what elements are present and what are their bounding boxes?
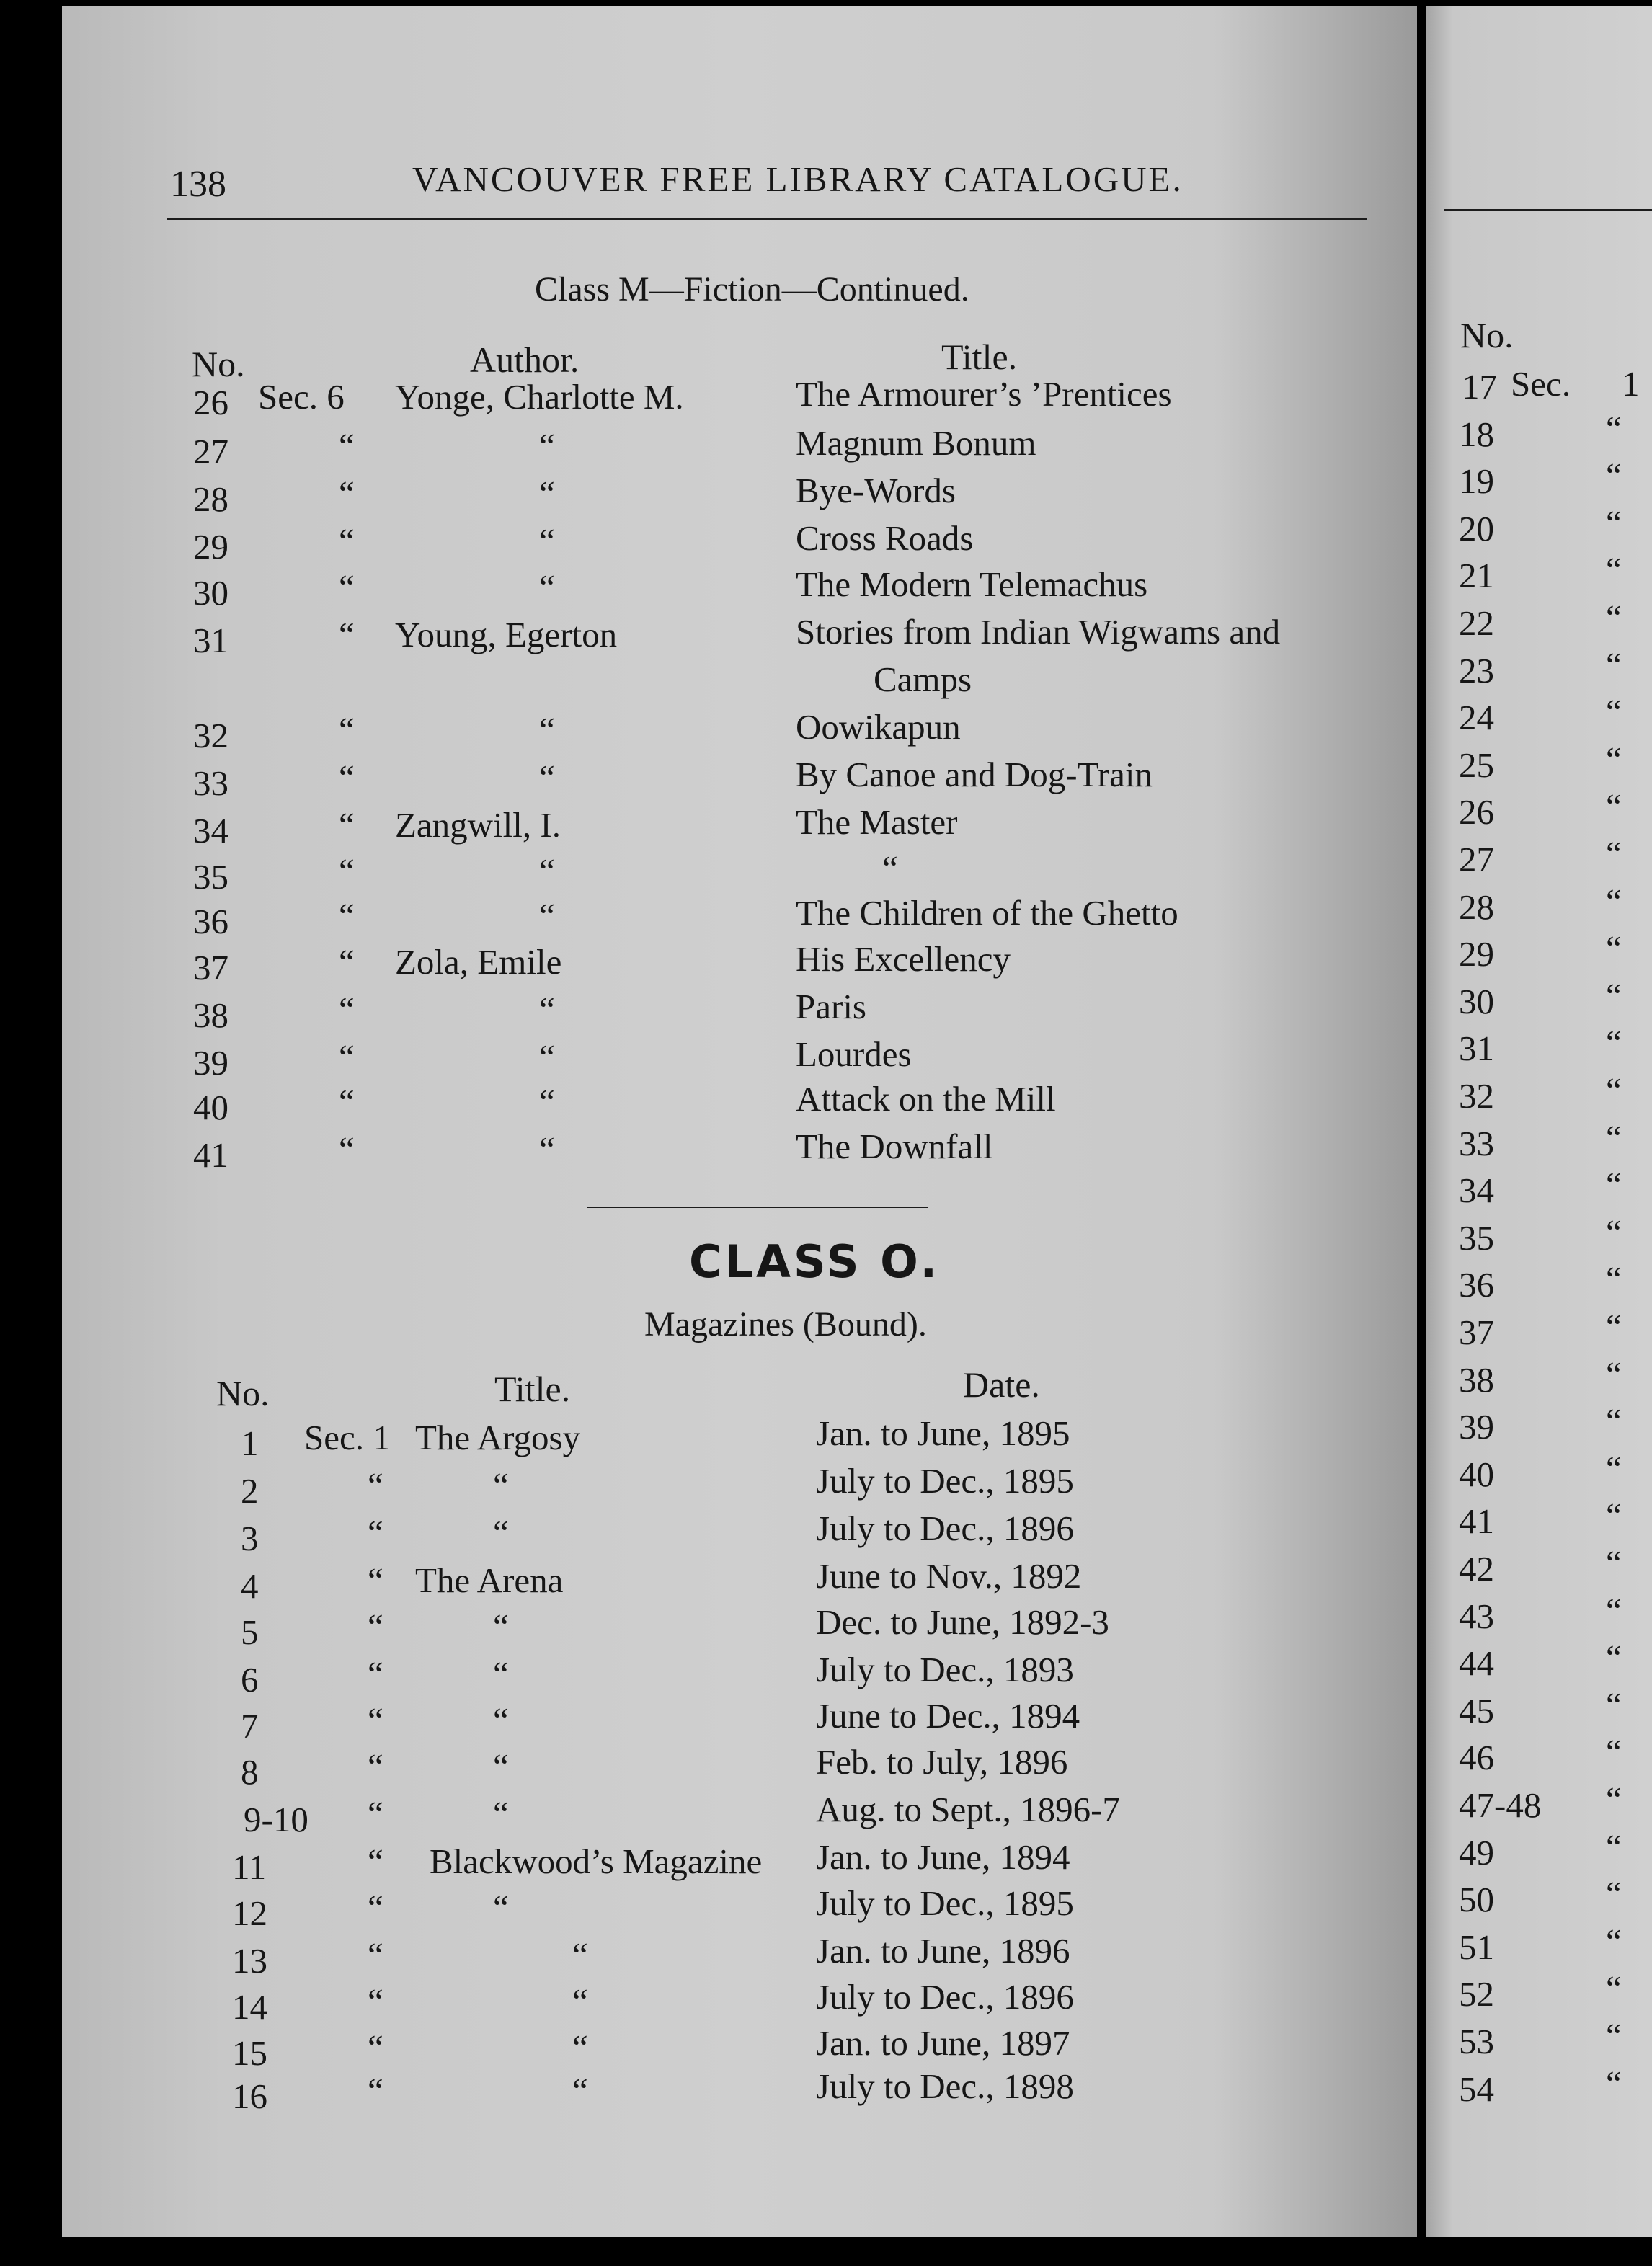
facing-ditto: “: [1606, 1401, 1622, 1441]
section-cell: Sec. 1: [304, 1418, 391, 1457]
facing-ditto: “: [1606, 1685, 1622, 1725]
section-cell: “: [368, 1888, 383, 1927]
facing-row-number: 36: [1459, 1265, 1494, 1305]
fiction-header-no: No.: [192, 344, 245, 384]
facing-row-number: 38: [1459, 1360, 1494, 1400]
author-cell: “: [539, 521, 555, 561]
date-cell: July to Dec., 1898: [816, 2066, 1074, 2106]
row-number: 2: [241, 1471, 259, 1511]
title-cell: “: [572, 1935, 588, 1975]
section-cell: “: [339, 615, 355, 654]
section-cell: “: [368, 1700, 383, 1740]
date-cell: Jan. to June, 1895: [816, 1413, 1070, 1453]
facing-ditto: “: [1606, 692, 1622, 732]
facing-row-number: 22: [1459, 603, 1494, 643]
facing-ditto: “: [1606, 1165, 1622, 1204]
row-number: 41: [193, 1135, 228, 1175]
title-cell: Bye-Words: [796, 471, 956, 510]
title-cell: The Modern Telemachus: [796, 564, 1148, 604]
date-cell: July to Dec., 1893: [816, 1650, 1074, 1689]
author-cell: “: [539, 1082, 555, 1121]
fiction-header-title: Title.: [941, 337, 1018, 377]
facing-row-number: 33: [1459, 1124, 1494, 1163]
section-cell: “: [339, 567, 355, 607]
facing-row-number: 23: [1459, 651, 1494, 690]
row-number: 14: [232, 1987, 267, 2027]
title-cell: “: [572, 2071, 588, 2110]
title-cell: “: [882, 848, 898, 888]
section-cell: “: [368, 1841, 383, 1881]
class-o-header-no: No.: [216, 1373, 270, 1413]
title-cell: The Arena: [415, 1560, 564, 1600]
class-o-subtitle: Magazines (Bound).: [644, 1305, 927, 1343]
author-cell: “: [539, 426, 555, 466]
row-number: 38: [193, 995, 228, 1035]
section-cell: “: [368, 2071, 383, 2110]
row-number: 11: [232, 1847, 267, 1887]
row-number: 29: [193, 527, 228, 566]
facing-ditto: “: [1606, 1968, 1622, 2008]
author-cell: “: [539, 710, 555, 750]
facing-row-number: 20: [1459, 509, 1494, 548]
facing-row-number: 25: [1459, 745, 1494, 785]
section-cell: “: [339, 521, 355, 561]
facing-ditto: “: [1606, 1732, 1622, 1772]
row-number: 1: [241, 1423, 259, 1463]
facing-ditto: “: [1606, 1259, 1622, 1299]
facing-ditto: “: [1606, 409, 1622, 448]
row-number: 5: [241, 1612, 259, 1652]
section-cell: “: [368, 1654, 383, 1694]
author-cell: “: [539, 1037, 555, 1077]
row-number: 36: [193, 902, 228, 941]
title-cell: Oowikapun: [796, 707, 961, 747]
row-number: 6: [241, 1660, 259, 1700]
row-number: 40: [193, 1088, 228, 1127]
facing-ditto: “: [1606, 786, 1622, 826]
facing-ditto: “: [1606, 1874, 1622, 1914]
fiction-subtitle: Class M—Fiction—Continued.: [535, 270, 969, 308]
date-cell: Jan. to June, 1894: [816, 1837, 1070, 1877]
row-number: 16: [232, 2076, 267, 2116]
class-o-header-title: Title.: [494, 1369, 571, 1409]
title-cell: “: [493, 1607, 509, 1646]
author-cell: “: [539, 757, 555, 797]
facing-ditto: “: [1606, 739, 1622, 779]
section-cell: “: [339, 1037, 355, 1077]
author-cell: “: [539, 474, 555, 513]
facing-section-cell: Sec.: [1511, 364, 1571, 404]
date-cell: Aug. to Sept., 1896-7: [816, 1790, 1120, 1829]
date-cell: July to Dec., 1895: [816, 1883, 1074, 1923]
facing-row-number: 45: [1459, 1691, 1494, 1730]
section-cell: “: [339, 757, 355, 797]
facing-row-number: 34: [1459, 1170, 1494, 1210]
facing-row-number: 19: [1459, 461, 1494, 501]
section-cell: “: [339, 1082, 355, 1121]
title-cell: “: [493, 1465, 509, 1505]
facing-ditto: “: [1606, 1591, 1622, 1630]
title-cell: Magnum Bonum: [796, 423, 1036, 463]
facing-ditto: “: [1606, 1118, 1622, 1158]
facing-row-number: 42: [1459, 1549, 1494, 1589]
row-number: 26: [193, 383, 228, 422]
row-number: 27: [193, 432, 228, 471]
facing-ditto: “: [1606, 881, 1622, 921]
facing-row-number: 28: [1459, 887, 1494, 927]
section-cell: “: [339, 805, 355, 845]
title-cell: Paris: [796, 987, 866, 1026]
facing-ditto: “: [1606, 1543, 1622, 1583]
facing-row-number: 21: [1459, 556, 1494, 595]
facing-ditto: “: [1606, 976, 1622, 1016]
author-cell: Yonge, Charlotte M.: [395, 377, 684, 417]
title-cell: Blackwood’s Magazine: [430, 1841, 763, 1881]
row-number: 33: [193, 763, 228, 803]
title-cell: “: [493, 1700, 509, 1740]
facing-ditto: “: [1606, 1496, 1622, 1535]
facing-row-number: 46: [1459, 1738, 1494, 1777]
section-cell: “: [368, 1560, 383, 1600]
title-cell: Stories from Indian Wigwams and: [796, 612, 1281, 652]
section-cell: “: [339, 474, 355, 513]
facing-ditto: “: [1606, 1070, 1622, 1110]
section-cell: “: [339, 851, 355, 891]
date-cell: July to Dec., 1896: [816, 1977, 1074, 2017]
row-number: 31: [193, 621, 228, 660]
facing-ditto: “: [1606, 1449, 1622, 1488]
facing-ditto: “: [1606, 645, 1622, 685]
title-cell: The Master: [796, 802, 958, 842]
section-cell: “: [368, 1465, 383, 1505]
row-number: 30: [193, 573, 228, 613]
section-cell: “: [368, 1981, 383, 2021]
facing-row-number: 32: [1459, 1076, 1494, 1116]
facing-section-number: 1: [1622, 364, 1640, 404]
section-cell: “: [368, 1607, 383, 1646]
title-cell: The Downfall: [796, 1127, 993, 1166]
row-number: 12: [232, 1893, 267, 1933]
title-cell: His Excellency: [796, 939, 1011, 979]
facing-row-number: 47-48: [1459, 1785, 1542, 1825]
title-cell: “: [493, 1654, 509, 1694]
author-cell: Zola, Emile: [395, 942, 562, 982]
author-cell: Young, Egerton: [395, 615, 618, 654]
section-cell: “: [339, 942, 355, 982]
row-number: 7: [241, 1706, 259, 1746]
row-number: 13: [232, 1941, 267, 1981]
facing-ditto: “: [1606, 1212, 1622, 1252]
title-cell: The Armourer’s ’Prentices: [796, 374, 1172, 414]
facing-row-number: 50: [1459, 1880, 1494, 1919]
row-number: 34: [193, 811, 228, 850]
facing-row-number: 37: [1459, 1312, 1494, 1352]
row-number: 8: [241, 1752, 259, 1792]
title-cell: “: [493, 1513, 509, 1552]
author-cell: “: [539, 567, 555, 607]
author-cell: “: [539, 851, 555, 891]
title-cell: “: [572, 2027, 588, 2067]
row-number: 3: [241, 1519, 259, 1558]
date-cell: July to Dec., 1896: [816, 1509, 1074, 1548]
facing-row-number: 53: [1459, 2022, 1494, 2061]
facing-ditto: “: [1606, 2016, 1622, 2056]
title-cell: Cross Roads: [796, 518, 974, 558]
facing-row-number: 30: [1459, 982, 1494, 1021]
facing-ditto: “: [1606, 550, 1622, 590]
author-cell: “: [539, 1129, 555, 1169]
row-number: 4: [241, 1566, 259, 1606]
title-cell: Attack on the Mill: [796, 1079, 1056, 1119]
facing-row-number: 29: [1459, 934, 1494, 974]
facing-row-number: 40: [1459, 1454, 1494, 1494]
facing-ditto: “: [1606, 1023, 1622, 1062]
facing-header-no: No.: [1460, 315, 1514, 355]
section-cell: “: [368, 1794, 383, 1834]
facing-page: [1426, 6, 1652, 2237]
facing-row-number: 17: [1462, 367, 1497, 406]
section-cell: Sec. 6: [258, 377, 345, 417]
section-divider: [587, 1207, 928, 1208]
row-number: 39: [193, 1043, 228, 1083]
row-number: 15: [232, 2033, 267, 2073]
facing-row-number: 44: [1459, 1643, 1494, 1683]
title-continuation: Camps: [874, 659, 972, 699]
date-cell: Feb. to July, 1896: [816, 1742, 1068, 1782]
facing-ditto: “: [1606, 456, 1622, 495]
title-cell: “: [493, 1888, 509, 1927]
section-cell: “: [339, 426, 355, 466]
section-cell: “: [339, 990, 355, 1029]
facing-row-number: 43: [1459, 1596, 1494, 1636]
facing-ditto: “: [1606, 597, 1622, 637]
row-number: 32: [193, 716, 228, 755]
header-rule: [167, 218, 1367, 220]
section-cell: “: [339, 896, 355, 936]
author-cell: Zangwill, I.: [395, 805, 561, 845]
row-number: 28: [193, 479, 228, 519]
title-cell: “: [572, 1981, 588, 2021]
date-cell: Dec. to June, 1892-3: [816, 1602, 1109, 1642]
title-cell: By Canoe and Dog-Train: [796, 755, 1153, 794]
facing-ditto: “: [1606, 503, 1622, 543]
section-cell: “: [368, 1935, 383, 1975]
title-cell: “: [493, 1794, 509, 1834]
class-o-heading: CLASS O.: [689, 1235, 940, 1288]
section-cell: “: [368, 2027, 383, 2067]
date-cell: June to Dec., 1894: [816, 1696, 1080, 1736]
section-cell: “: [368, 1513, 383, 1552]
facing-row-number: 49: [1459, 1833, 1494, 1872]
facing-row-number: 39: [1459, 1407, 1494, 1447]
date-cell: Jan. to June, 1896: [816, 1931, 1070, 1970]
title-cell: Lourdes: [796, 1034, 912, 1074]
author-cell: “: [539, 896, 555, 936]
row-number: 35: [193, 857, 228, 897]
facing-row-number: 18: [1459, 414, 1494, 454]
facing-row-number: 35: [1459, 1218, 1494, 1258]
date-cell: Jan. to June, 1897: [816, 2023, 1070, 2063]
facing-row-number: 26: [1459, 792, 1494, 832]
facing-row-number: 51: [1459, 1927, 1494, 1967]
section-cell: “: [339, 710, 355, 750]
title-cell: The Children of the Ghetto: [796, 893, 1178, 933]
section-cell: “: [368, 1746, 383, 1786]
author-cell: “: [539, 990, 555, 1029]
facing-ditto: “: [1606, 1780, 1622, 1819]
title-cell: The Argosy: [415, 1418, 581, 1457]
facing-ditto: “: [1606, 1307, 1622, 1346]
section-cell: “: [339, 1129, 355, 1169]
row-number: 37: [193, 948, 228, 987]
date-cell: July to Dec., 1895: [816, 1461, 1074, 1501]
page-number: 138: [170, 164, 226, 205]
running-head-title: VANCOUVER FREE LIBRARY CATALOGUE.: [412, 159, 1184, 199]
facing-row-number: 54: [1459, 2069, 1494, 2109]
facing-ditto: “: [1606, 1921, 1622, 1961]
fiction-header-author: Author.: [470, 339, 579, 380]
catalogue-page: [62, 6, 1417, 2237]
facing-ditto: “: [1606, 1354, 1622, 1394]
row-number: 9-10: [244, 1800, 308, 1839]
date-cell: June to Nov., 1892: [816, 1556, 1082, 1596]
facing-row-number: 31: [1459, 1028, 1494, 1068]
facing-ditto: “: [1606, 1827, 1622, 1867]
facing-row-number: 27: [1459, 840, 1494, 879]
facing-row-number: 24: [1459, 698, 1494, 737]
class-o-header-date: Date.: [963, 1364, 1040, 1405]
facing-row-number: 52: [1459, 1974, 1494, 2014]
facing-row-number: 41: [1459, 1501, 1494, 1541]
facing-ditto: “: [1606, 834, 1622, 874]
title-cell: “: [493, 1746, 509, 1786]
facing-header-rule: [1444, 209, 1652, 211]
facing-ditto: “: [1606, 1638, 1622, 1677]
facing-ditto: “: [1606, 2063, 1622, 2103]
facing-ditto: “: [1606, 928, 1622, 968]
